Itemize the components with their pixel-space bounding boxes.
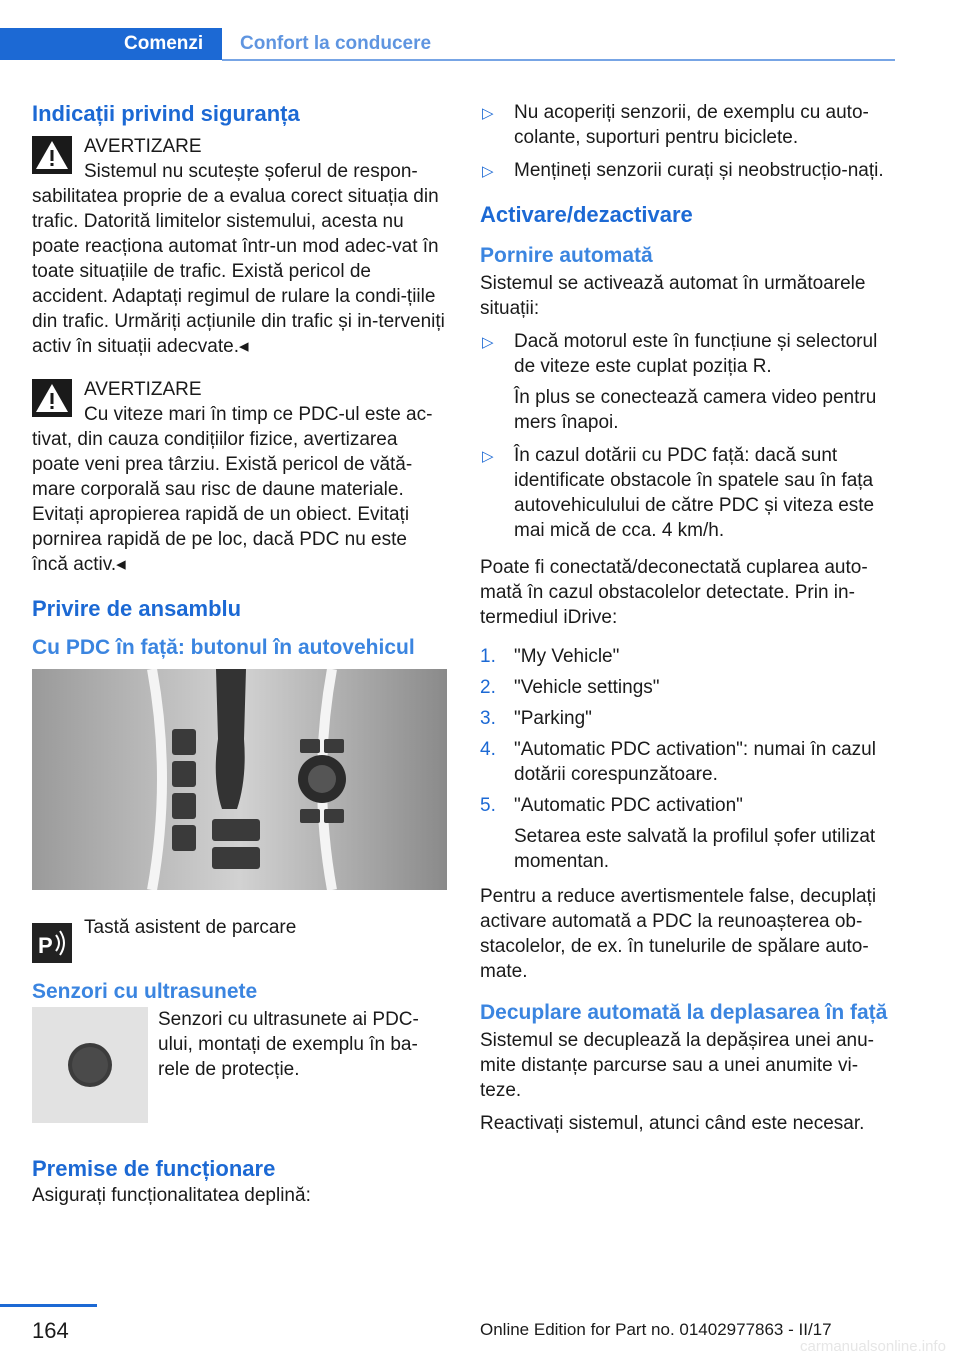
sensors-title: Senzori cu ultrasunete — [32, 980, 258, 1003]
svg-text:P: P — [38, 933, 53, 958]
list-item: 3. "Parking" — [480, 708, 592, 729]
warning-label-1: AVERTIZARE — [84, 136, 202, 157]
list-item: ▷ Mențineți senzorii curați și neobstrucțio-nați. — [482, 160, 884, 181]
safety-title: Indicații privind siguranța — [32, 101, 300, 126]
left-column — [32, 100, 447, 1216]
list-item: ▷ Dacă motorul este în funcțiune și selectorul de viteze este cuplat poziția R. În plus se conectează camera video pentru mers înapoi. — [482, 331, 878, 433]
list-item: 4. "Automatic PDC activation": numai în cazul dotării corespunzătoare. — [480, 739, 876, 785]
tab-confort-la-conducere[interactable]: Confort la conducere — [240, 33, 432, 54]
bullets-auto — [480, 329, 895, 543]
parking-assist-key-row — [32, 911, 447, 958]
parking-key-caption: Tastă asistent de parcare — [84, 917, 297, 938]
list-item: 1. "My Vehicle" — [480, 646, 620, 667]
sensor-block — [32, 1007, 447, 1127]
page-number: 164 — [32, 1318, 69, 1343]
list-item: ▷ Nu acoperiți senzorii, de exemplu cu auto-colante, suporturi pentru biciclete. — [482, 102, 869, 148]
list-item: 5. "Automatic PDC activation" Setarea este salvată la profilul șofer utilizat momentan. — [480, 795, 876, 872]
false-alarm-text: Pentru a reduce avertismentele false, decuplați activare automată a PDC la reunoașterea ob-stacolelor, de ex. în tunelurile de spălare auto-mate. — [480, 886, 877, 982]
warning-text-1: Sistemul nu scutește șoferul de respon-sabilitatea proprie de a evalua corect situația din trafic. Datorită limitelor sistemului, acesta nu poate reacționa automat într-un mod adec-vat în toate situațiile de trafic. Există pericol de accident. Adaptați regimul de rulare la condi-țiile din trafic. Urmăriți acțiunile din trafic și in-terveniți activ în situații adecvate.◂ — [32, 161, 445, 357]
button-subtitle: Cu PDC în față: butonul în autovehicul — [32, 636, 415, 659]
idrive-steps — [480, 644, 895, 874]
center-console-photo — [32, 669, 447, 890]
overview-title: Privire de ansamblu — [32, 596, 242, 621]
auto-off-text: Sistemul se decuplează la depășirea unei anu-mite distanțe parcurse sau a unei anumite vi-teze. — [480, 1030, 874, 1101]
coupling-text: Poate fi conectată/deconectată cuplarea auto-mată în cazul obstacolelor detectate. Prin in-termediul iDrive: — [480, 557, 868, 628]
bullets-top — [480, 100, 895, 183]
edition-note: Online Edition for Part no. 01402977863 - II/17 — [480, 1320, 832, 1339]
auto-start-title: Pornire automată — [480, 244, 653, 267]
watermark: carmanualsonline.info — [800, 1338, 946, 1355]
auto-start-text: Sistemul se activează automat în următoarele situații: — [480, 273, 866, 319]
list-item: 2. "Vehicle settings" — [480, 677, 660, 698]
right-column — [480, 100, 895, 1144]
sensors-text: Senzori cu ultrasunete ai PDC-ului, montați de exemplu în ba-rele de protecție. — [158, 1009, 419, 1080]
header-tabs — [0, 28, 895, 62]
warning-block-2 — [32, 377, 447, 577]
footer-divider — [0, 1304, 97, 1307]
reactivate-text: Reactivați sistemul, atunci când este necesar. — [480, 1113, 865, 1134]
warning-block-1 — [32, 134, 447, 359]
parking-assist-key-icon — [32, 923, 72, 963]
warning-triangle-icon — [32, 379, 72, 417]
activation-title: Activare/dezactivare — [480, 202, 693, 227]
list-item: ▷ În cazul dotării cu PDC față: dacă sunt identificate obstacole în spatele sau în fața autovehiculului de către PDC și viteza este mai mică de cca. 4 km/h. — [482, 445, 875, 541]
warning-text-2: Cu viteze mari în timp ce PDC-ul este ac-tivat, din cauza condițiilor fizice, avertizarea poate veni prea târziu. Există pericol de vătă-mare corporală sau risc de daune materiale. Evitați apropierea rapidă de un obiect. Evitați pornirea rapidă de pe loc, dacă PDC nu este încă activ.◂ — [32, 404, 433, 575]
warning-triangle-icon — [32, 136, 72, 174]
ultrasonic-sensor-image — [32, 1007, 148, 1123]
header-divider — [222, 59, 895, 61]
premises-title: Premise de funcționare — [32, 1156, 276, 1181]
auto-off-title: Decuplare automată la deplasarea în față — [480, 1001, 888, 1024]
tab-comenzi[interactable]: Comenzi — [0, 28, 222, 60]
premises-text: Asigurați funcționalitatea deplină: — [32, 1185, 311, 1206]
warning-label-2: AVERTIZARE — [84, 379, 202, 400]
